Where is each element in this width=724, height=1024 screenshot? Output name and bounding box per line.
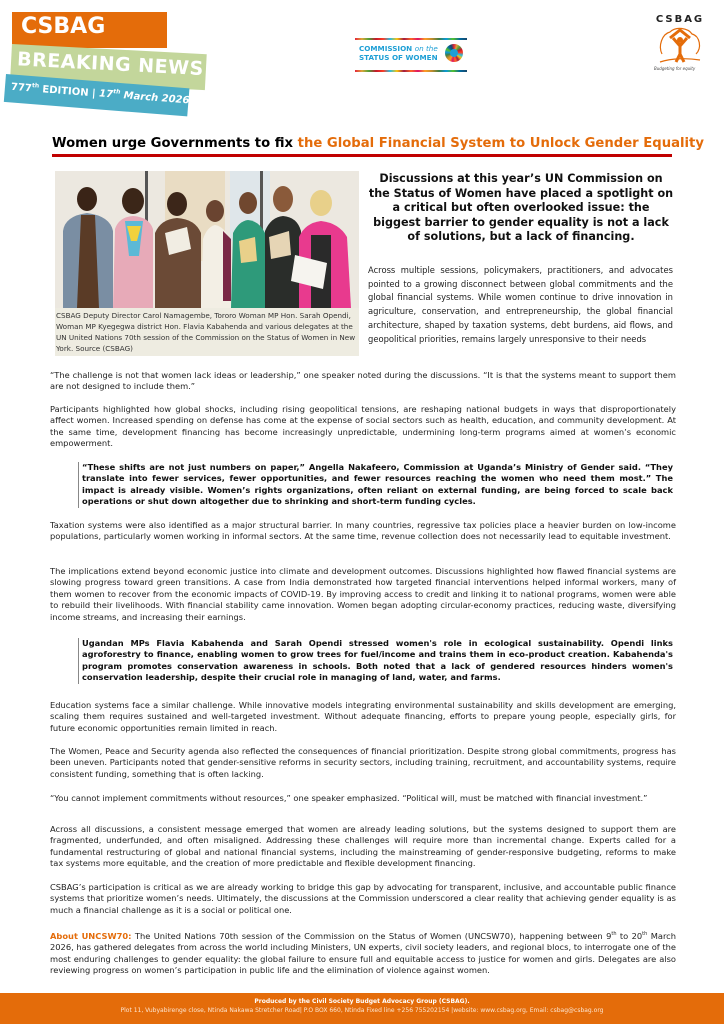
photo-caption: CSBAG Deputy Director Carol Namagembe, Tororo Woman MP Hon. Sarah Opendi, Woman MP Kyegegwa district Hon. Flavia Kabahenda and various delegates at the UN United Nations 70th session of the Commission on the Status of Women in New York. Source (CSBAG): [55, 308, 359, 356]
sdg-stripe-bottom: [355, 70, 467, 72]
about-paragraph: [50, 929, 676, 976]
group-photo: [55, 171, 359, 308]
group-photo-illustration: [55, 171, 359, 308]
about-text-b: to 20: [616, 930, 643, 941]
pull-quote: “These shifts are not just numbers on paper,” Angella Nakafeero, Commission at Uganda’s Ministry of Gender said. “They translate into fewer services, fewer opportunities, and fewer resources reaching the women who need them most.” The impact is already visible. Women’s rights organizations, often reliant on external funding, are being forced to scale back operations or shut down altogether due to shrinking and short-term funding cycles.: [78, 462, 673, 508]
lead-paragraph: Discussions at this year’s UN Commission on the Status of Women have placed a spotlight on a critical but often overlooked issue: the biggest barrier to gender equality is not a lack of solutions, but a lack of financing.: [368, 172, 674, 244]
edition-date-suffix: th: [112, 88, 121, 97]
body-paragraph: Education systems face a similar challenge. While innovative models integrating environmental sustainability and skills development are emerging, scaling them requires sustained and well-targeted investment. Without adequate financing, efforts to prepare young people, especially girls, for future economic opportunities remain limited in reach.: [50, 700, 676, 733]
pull-quote: Ugandan MPs Flavia Kabahenda and Sarah Opendi stressed women's role in ecological sustainability. Opendi links agroforestry to finance, enabling women to grow trees for fuel/income and trains them in eco-product creation. Kabahenda's program promotes conservation awareness in schools. Both noted that a lack of gendered resources hinders women's conservation leadership, despite their crucial role in managing of land, water, and farms.: [78, 638, 673, 684]
footer-contact: Plot 11, Vubyabirenge close, Ntinda Nakawa Stretcher Road| P.O BOX 660, Ntinda Fixed line +256 755202154 |website: www.csbag.org, Email: csbag@csbag.org: [120, 1007, 604, 1014]
body-paragraph: “The challenge is not that women lack ideas or leadership,” one speaker noted during the discussions. “It is that the systems meant to support them are not designed to include them.”: [50, 370, 676, 392]
body-paragraph: CSBAG’s participation is critical as we are already working to bridge this gap by advocating for transparent, inclusive, and accountable public finance systems that prioritize women’s needs. Ultimately, the discussions at the Commission underscored a clear reality that achieving gender equality is as much a financial challenge as it is a social or political one.: [50, 882, 676, 915]
about-sup1: th: [611, 931, 617, 937]
body-paragraph: “You cannot implement commitments without resources,” one speaker emphasized. “Political will, must be matched with financial investment.”: [50, 793, 648, 803]
body-paragraph: Participants highlighted how global shocks, including rising geopolitical tensions, are reshaping national budgets in ways that disproportionately affect women. Increased spending on defense has come at the expense of social sectors such as health, education, and community development. At the same time, development financing has become increasingly unpredictable, undermining long-term programs aimed at women’s economic empowerment.: [50, 404, 676, 449]
csbag-logo: [648, 6, 712, 78]
csw-line2: STATUS OF WOMEN: [359, 53, 438, 62]
masthead-org: CSBAG: [21, 14, 106, 39]
intro-paragraph: Across multiple sessions, policymakers, practitioners, and advocates pointed to a growing disconnect between global commitments and the global financial systems. While women continue to drive innovation in agriculture, conservation, and entrepreneurship, the global financial architecture, shaped by taxation systems, debt burdens, aid flows, and geopolitical priorities, remains largely unresponsive to their needs: [368, 265, 673, 344]
body-paragraph: The Women, Peace and Security agenda also reflected the consequences of financial prioritization. Despite strong global commitments, progress has been uneven. Participants noted that gender-sensitive reforms in security sectors, including training, recruitment, and accountability systems, require consistent funding, something that is often lacking.: [50, 746, 676, 779]
csw-line1: COMMISSION: [359, 44, 413, 53]
csw-logo: [355, 36, 467, 72]
csbag-logo-tagline: Budgeting for equity: [654, 66, 696, 71]
breaking-news-label: BREAKING NEWS: [16, 48, 205, 81]
sdg-wheel-icon: [445, 44, 463, 62]
body-paragraph: Taxation systems were also identified as a major structural barrier. In many countries, regressive tax policies place a heavier burden on low-income populations, particularly women working in informal sectors. At the same time, revenue collection does not necessarily lead to equitable investment.: [50, 520, 676, 542]
headline-highlight: the Global Financial System to Unlock Gender Equality: [297, 136, 704, 151]
headline-rule: [52, 154, 672, 157]
masthead: [0, 0, 260, 130]
body-paragraph: The implications extend beyond economic justice into climate and development outcomes. Discussions highlighted how flawed financial systems are slowing progress toward green transitions. A case from India demonstrated how targeted financial interventions helped informal workers, many of them women to recover from the economic impacts of COVID-19. By improving access to credit and linking it to national programs, women were able to rebuild their livelihoods. With financial stability came innovation. Women began adopting circular-economy practices, reducing waste, diversifying income streams, and increasing their earnings.: [50, 566, 676, 622]
body-paragraph: Across all discussions, a consistent message emerged that women are already leading solutions, but the systems designed to support them are fragmented, underfunded, and often misaligned. Addressing these challenges will require more than incremental change. Experts called for a fundamental restructuring of global and national financial systems, including the mainstreaming of gender-responsive budgeting, reforms to make tax systems more equitable, and the creation of more predictable and flexible development financing.: [50, 824, 676, 869]
headline-part1: Women urge Governments to fix: [52, 136, 298, 151]
footer: [0, 993, 724, 1024]
csw-logo-text: [359, 44, 438, 62]
about-sup2: th: [642, 931, 648, 937]
headline: [52, 136, 704, 151]
csbag-logo-letters: CSBAG: [655, 14, 705, 25]
csbag-figure-icon: [656, 24, 704, 66]
csw-line1-tail: on the: [414, 44, 438, 53]
about-text-c: March 2026, has gathered delegates from across the world including Ministers, UN experts, civil society leaders, and regional blocs, to interrogate one of the most enduring challenges to gender equality: the global failure to ensure full and equitable access to justice for women and girls. Delegates are also reviewing progress on women’s participation in public life and the elimination of violence against women.: [50, 930, 676, 975]
edition-date-rest: March 2026: [123, 90, 190, 107]
edition-suffix: th: [31, 82, 40, 90]
sdg-stripe-top: [355, 38, 467, 40]
edition-word: EDITION |: [41, 84, 97, 100]
edition-number: 777: [10, 81, 33, 95]
about-label: About UNCSW70:: [50, 930, 132, 941]
edition-date-day: 17: [98, 88, 114, 101]
masthead-org-band: [12, 12, 167, 48]
about-text-a: The United Nations 70th session of the Commission on the Status of Women (UNCSW70), happening between 9: [131, 930, 612, 941]
footer-producer: Produced by the Civil Society Budget Advocacy Group (CSBAG).: [254, 998, 470, 1005]
